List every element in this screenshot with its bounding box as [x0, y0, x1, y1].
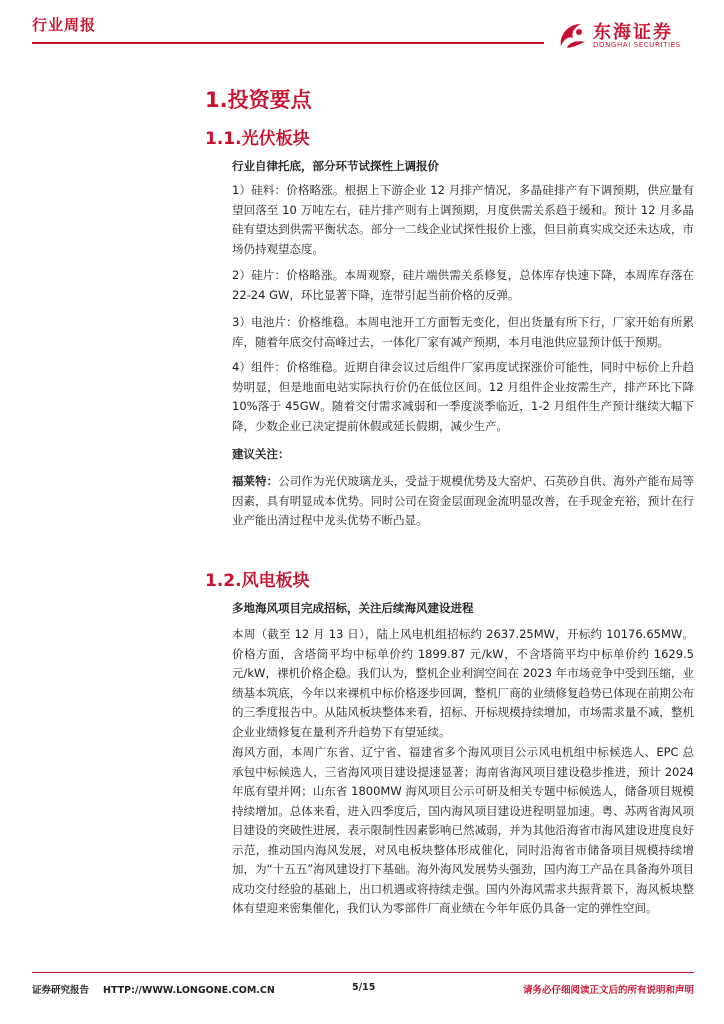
company-logo — [555, 18, 695, 54]
footer-left — [32, 982, 275, 996]
footer-url-link[interactable]: HTTP://WWW.LONGONE.COM.CN — [103, 985, 275, 996]
recommendation-company-label: 福莱特： — [232, 474, 279, 488]
pv-paragraph-cell: 3）电池片：价格维稳。本周电池开工方面暂无变化，但出货量有所下行，厂家开始有所累库，随着年底交付高峰过去，一体化厂家有减产预期，本月电池供应显预计低于预期。 — [232, 315, 694, 349]
pv-paragraph-recommendation — [232, 472, 694, 531]
wind-subheading: 多地海风项目完成招标，关注后续海风建设进程 — [232, 601, 474, 615]
wind-paragraph-onshore: 本周（截至 12 月 13 日），陆上风电机组招标约 2637.25MW，开标约 10176.65MW。价格方面，含塔筒平均中标单价约 1899.87 元/kW，不含塔筒平均中标单价约 1629.5 元/kW，裸机价格企稳。我们认为，整机企业利润空间在 2023 年市场竞争中受到压缩，业绩基本筑底，今年以来裸机中标价格逐步回调，整机厂商的业绩修复趋势已体现在前期公布的三季度报告中。从陆风板块整体来看，招标、开标规模持续增加，市场需求量不减，整机企业业绩修复在量利齐升趋势下有望延续。 — [232, 627, 694, 739]
pv-paragraph-polysilicon: 1）硅料：价格略涨。根据上下游企业 12 月排产情况，多晶硅排产有下调预期，供应量有望回落至 10 万吨左右，硅片排产则有上调预期，月度供需关系趋于缓和。预计 12 月多晶硅有望达到供需平衡状态。部分一二线企业试探性报价上涨，但目前真实成交还未达成，市场仍持观望态度。 — [232, 183, 694, 256]
footer-disclaimer: 请务必仔细阅读正文后的所有说明和声明 — [522, 985, 694, 996]
pv-paragraph-module: 4）组件：价格维稳。近期自律会议过后组件厂家再度试探涨价可能性，同时中标价上升趋势明显，但是地面电站实际执行价仍在低位区间。12 月组件企业按需生产，排产环比下降 10%落于 45GW。随着交付需求减弱和一季度淡季临近，1-2 月组件生产预计继续大幅下降，少数企业已决定提前休假或延长假期，减少生产。 — [232, 360, 694, 433]
logo-subtitle: DONGHAI SECURITIES — [593, 41, 681, 49]
pv-paragraph-wafer: 2）硅片：价格略涨。本周观察，硅片端供需关系修复，总体库存快速下降，本周库存落在 22-24 GW，环比显著下降，连带引起当前价格的反弹。 — [232, 268, 694, 302]
logo-emblem-icon — [555, 18, 589, 52]
wind-section-title: 1.2.风电板块 — [205, 571, 310, 591]
pv-suggest-heading: 建议关注： — [232, 447, 290, 461]
footer-divider — [32, 972, 694, 973]
footer-page-number: 5/15 — [352, 982, 376, 993]
recommendation-text: 公司作为光伏玻璃龙头，受益于规模优势及大窑炉、石英砂自供、海外产能布局等因素，具有明显成本优势。同时公司在资金层面现金流明显改善，在手现金充裕，预计在行业产能出清过程中龙头优势不断凸显。 — [232, 474, 695, 527]
footer-report-type: 证券研究报告 — [32, 985, 90, 996]
pv-section-title: 1.1.光伏板块 — [205, 129, 310, 149]
logo-name: 东海证券 — [593, 22, 673, 43]
wind-paragraph-offshore: 海风方面，本周广东省、辽宁省、福建省多个海风项目公示风电机组中标候选人、EPC 总承包中标候选人，三省海风项目建设提速显著；海南省海风项目建设稳步推进，预计 2024 年底有望并网；山东省 1800MW 海风项目公示可研及相关专题中标候选人，储备项目规模持续增加。总体来看，进入四季度后，国内海风项目建设进程明显加速。粤、苏两省海风项目建设的突破性进展，表示限制性因素影响已然减弱，并为其他沿海省市海风建设进度良好示范，推动国内海风发展，对风电板块整体形成催化，同时沿海省市储备项目规模持续增加，为“十五五”海风建设打下基础。海外海风发展势头强劲，国内海工产品在具备海外项目成功交付经验的基础上，出口机遇或将持续走强。国内外海风需求共振背景下，海风板块整体有望迎来密集催化，我们认为零部件厂商业绩在今年年底仍具备一定的弹性空间。 — [232, 745, 694, 915]
header-divider — [32, 42, 544, 44]
section-title: 1.投资要点 — [205, 88, 312, 112]
header-title: 行业周报 — [32, 16, 97, 34]
pv-subheading: 行业自律托底，部分环节试探性上调报价 — [232, 159, 439, 173]
